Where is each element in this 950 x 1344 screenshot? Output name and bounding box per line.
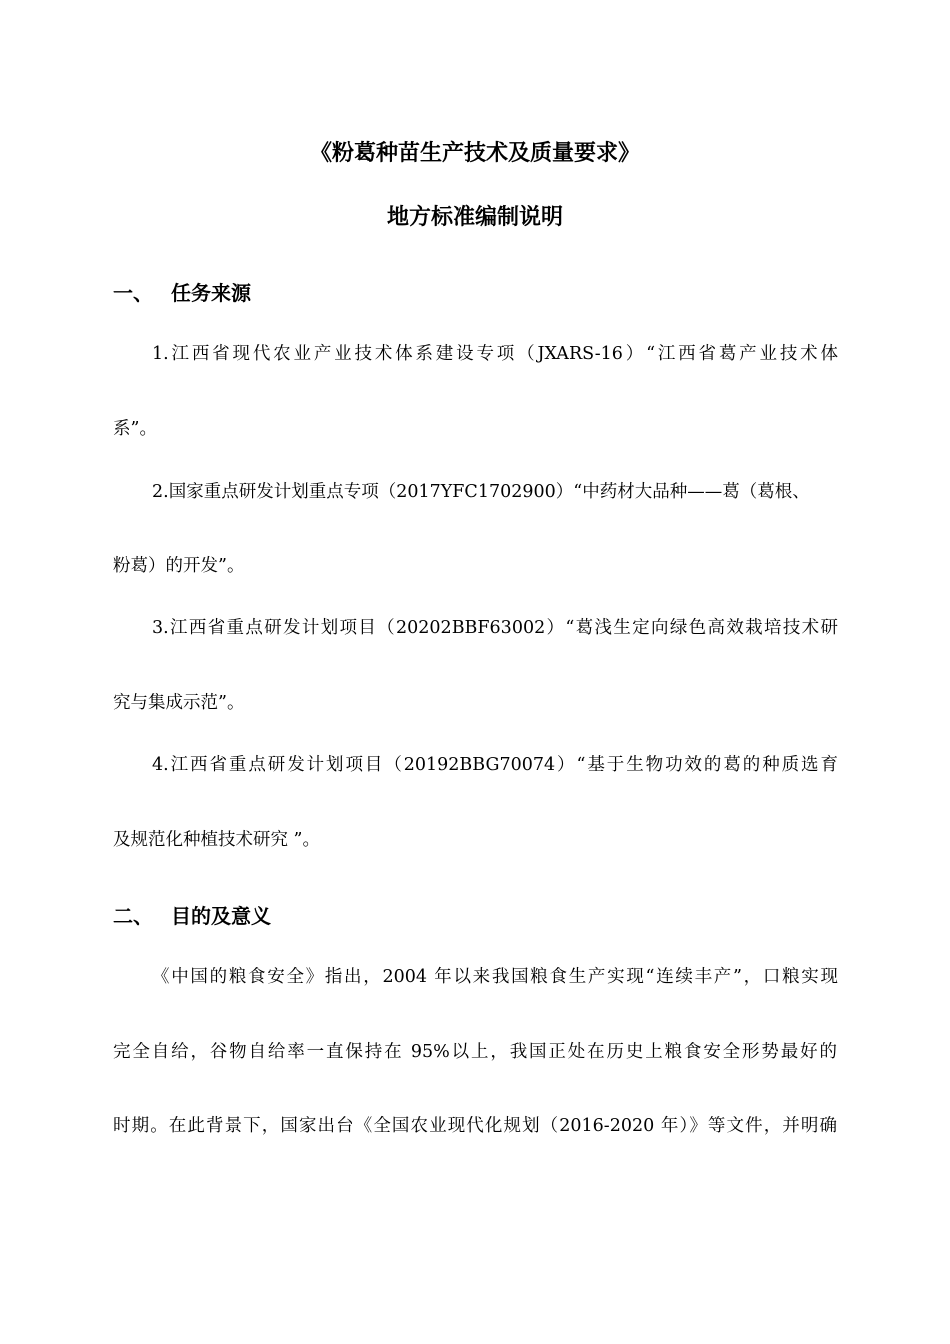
list-item-line: 1.江西省现代农业产业技术体系建设专项（JXARS-16）“江西省葛产业技术体: [152, 344, 838, 364]
list-item-line: 3.江西省重点研发计划项目（20202BBF63002）“葛浅生定向绿色高效栽培技术研: [152, 618, 838, 638]
document-title: 《粉葛种苗生产技术及质量要求》: [309, 141, 640, 166]
section-title: 目的及意义: [171, 904, 271, 928]
list-item-line: 粉葛）的开发”。: [113, 556, 245, 576]
section-heading-2: [113, 900, 271, 929]
paragraph-line: 完全自给，谷物自给率一直保持在 95%以上，我国正处在历史上粮食安全形势最好的: [113, 1042, 837, 1062]
section-title: 任务来源: [171, 281, 251, 305]
list-item-line: 究与集成示范”。: [113, 693, 245, 713]
document-subtitle: 地方标准编制说明: [386, 205, 563, 230]
list-item-line: 及规范化种植技术研究 ”。: [113, 830, 321, 850]
paragraph-line: 《中国的粮食安全》指出，2004 年以来我国粮食生产实现“连续丰产”，口粮实现: [152, 967, 838, 987]
section-number: 一、: [113, 281, 153, 305]
section-heading-1: [113, 277, 251, 306]
list-item-line: 系”。: [113, 419, 157, 439]
list-item-line: 2.国家重点研发计划重点专项（2017YFC1702900）“中药材大品种——葛（葛根、: [152, 482, 810, 502]
list-item-line: 4.江西省重点研发计划项目（20192BBG70074）“基于生物功效的葛的种质选育: [152, 755, 838, 775]
paragraph-line: 时期。在此背景下，国家出台《全国农业现代化规划（2016-2020 年）》等文件，并明确: [113, 1116, 837, 1136]
section-number: 二、: [113, 904, 153, 928]
